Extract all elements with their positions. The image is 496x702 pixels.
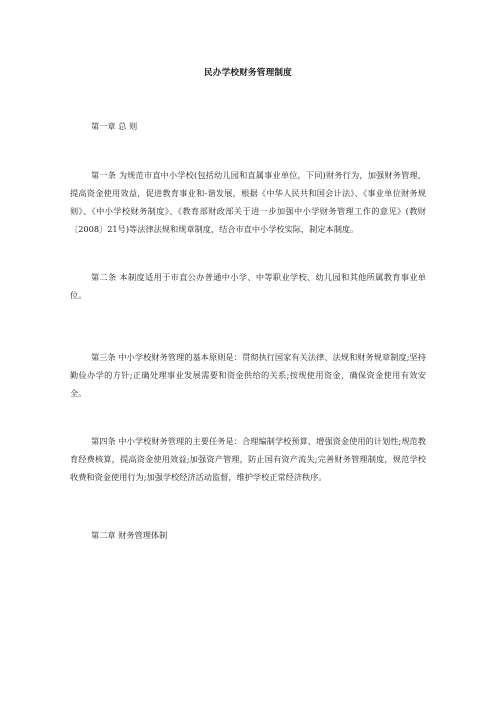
article-1-paragraph: 第一条 为规范市直中小学校(包括幼儿园和直属事业单位，下同)财务行为，加强财务管理，提高资金使用效益，促进教育事业和-谐发展，根据《中华人民共和国会计法》、《事业单位财务规则》、《中小学校财务制度》、《教育部财政部关于进一步加强中小学财务管理工作的意见》(教财〔2008〕21号)等法律法规和规章制度，结合市直中小学校实际，制定本制度。 <box>70 170 426 234</box>
article-2-paragraph: 第二条 本制度适用于市直公办普通中小学、中等职业学校、幼儿园和其他所属教育事业单位。 <box>70 272 426 300</box>
chapter-1-heading: 第一章 总 则 <box>91 121 138 131</box>
chapter-2-heading: 第二章 财务管理体制 <box>91 530 168 540</box>
article-4-paragraph: 第四条 中小学校财务管理的主要任务是：合理编制学校预算，增强资金使用的计划性;规范教育经费核算，提高资金使用效益;加强资产管理，防止国有资产流失;完善财务管理制度，规范学校收费和资金使用行为;加强学校经济活动监督，维护学校正常经济秩序。 <box>70 436 426 482</box>
document-title: 民办学校财务管理制度 <box>204 68 292 78</box>
article-3-paragraph: 第三条 中小学校财务管理的基本原则是：贯彻执行国家有关法律、法规和财务规章制度;坚持勤俭办学的方针;正确处理事业发展需要和资金供给的关系;按规使用资金，确保资金使用有效安全。 <box>70 352 426 398</box>
